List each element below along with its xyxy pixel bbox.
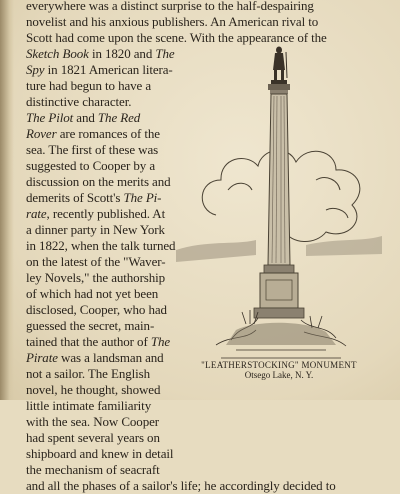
leatherstocking-monument-illustration: [176, 40, 382, 385]
text-segment: the mechanism of seacraft: [26, 462, 160, 477]
text-line: [26, 478, 388, 494]
text-line: [26, 14, 388, 30]
text-segment: in 1820 and: [88, 46, 156, 61]
text-segment: was a landsman and: [57, 350, 164, 365]
text-segment: with the sea. Now Cooper: [26, 414, 159, 429]
text-segment: little intimate familiarity: [26, 398, 152, 413]
italic-title-text: The Red: [97, 110, 141, 125]
text-segment: everywhere was a distinct surprise to the half-despairing: [26, 0, 314, 13]
italic-title-text: The Pi-: [123, 190, 162, 205]
italic-title-text: The: [150, 334, 171, 349]
text-segment: and all the phases of a sailor's life; he accordingly decided to: [26, 478, 336, 493]
text-line: [26, 414, 226, 430]
text-segment: sea. The first of these was: [26, 142, 159, 157]
page-gutter: [0, 0, 14, 400]
italic-title-text: The: [155, 46, 175, 61]
text-segment: in 1822, when the talk turned: [26, 238, 176, 253]
text-segment: novelist and his anxious publishers. An American rival to: [26, 14, 319, 29]
text-segment: ley Novels," the authorship: [26, 270, 166, 285]
text-segment: had spent several years on: [26, 430, 160, 445]
text-segment: demerits of Scott's: [26, 190, 124, 205]
text-segment: in 1821 American litera-: [44, 62, 173, 77]
italic-title-text: rate: [26, 206, 47, 221]
text-segment: distinctive character.: [26, 94, 132, 109]
text-segment: discussion on the merits and: [26, 174, 171, 189]
text-line: [26, 398, 226, 414]
illustration-caption-location: Otsego Lake, N. Y.: [244, 370, 314, 380]
italic-title-text: Rover: [26, 126, 57, 141]
italic-title-text: Spy: [26, 62, 45, 77]
italic-title-text: Sketch Book: [26, 46, 89, 61]
text-segment: shipboard and knew in detail: [26, 446, 174, 461]
text-segment: not a sailor. The English: [26, 366, 150, 381]
italic-title-text: The Pilot: [26, 110, 74, 125]
text-line: [26, 446, 226, 462]
text-segment: of which had not yet been: [26, 286, 159, 301]
text-line: [26, 462, 226, 478]
text-segment: guessed the secret, main-: [26, 318, 155, 333]
text-segment: are romances of the: [56, 126, 160, 141]
text-segment: a dinner party in New York: [26, 222, 165, 237]
text-line: [26, 0, 388, 14]
text-segment: ture had begun to have a: [26, 78, 152, 93]
text-line: [26, 430, 226, 446]
text-segment: tained that the author of: [26, 334, 151, 349]
text-segment: , recently published. At: [46, 206, 166, 221]
italic-title-text: Pirate: [26, 350, 58, 365]
text-segment: novel, he thought, showed: [26, 382, 161, 397]
text-segment: disclosed, Cooper, who had: [26, 302, 167, 317]
illustration-caption-title: "LEATHERSTOCKING" MONUMENT: [201, 360, 357, 370]
text-segment: suggested to Cooper by a: [26, 158, 156, 173]
text-segment: Scott had come upon the scene. With the appearance of the: [26, 30, 327, 45]
text-segment: and: [73, 110, 98, 125]
text-segment: on the latest of the "Waver-: [26, 254, 166, 269]
